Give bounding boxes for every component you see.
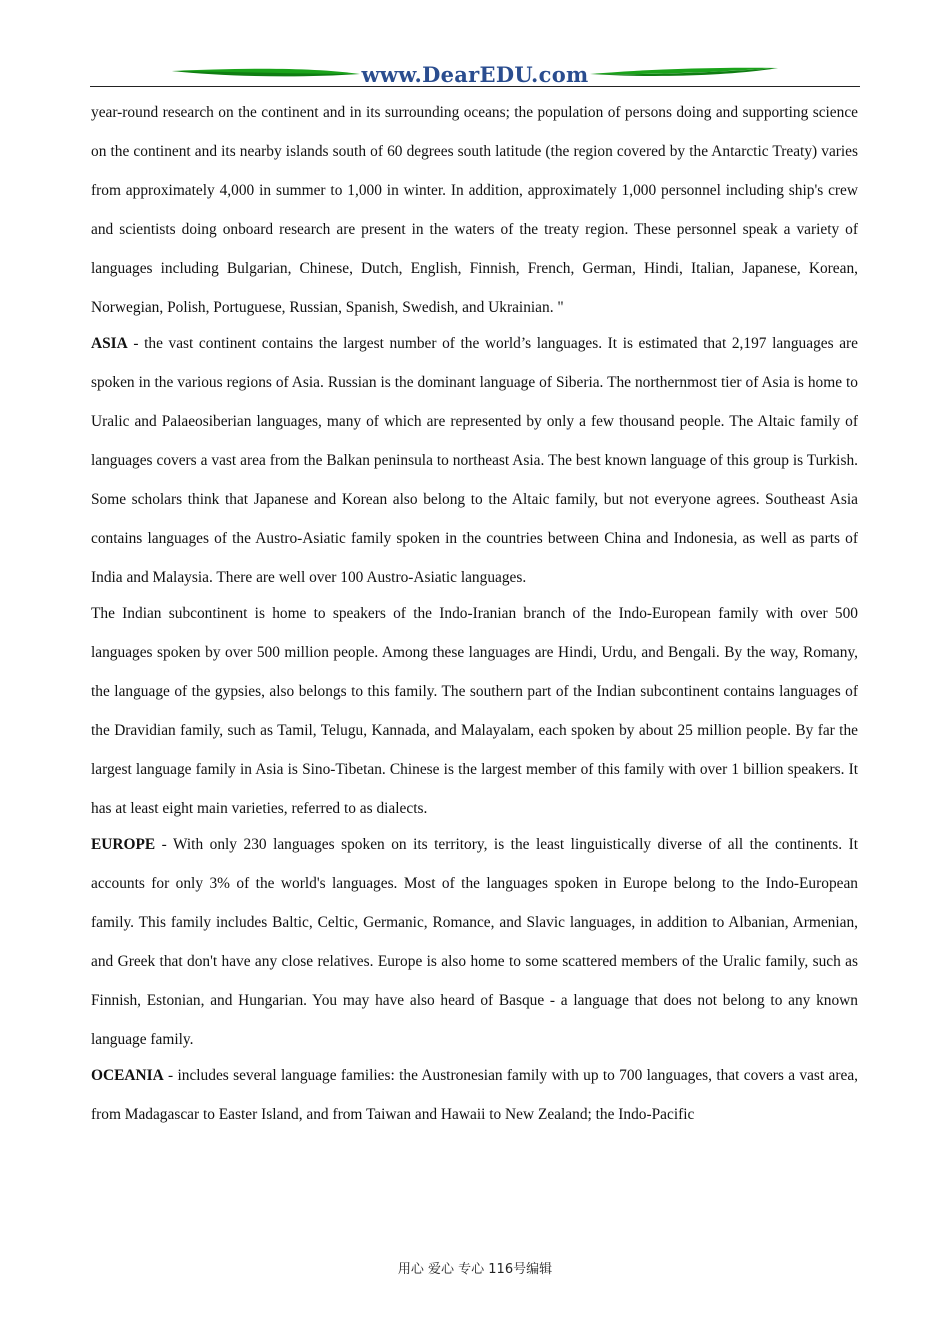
paragraph-oceania	[91, 1056, 858, 1134]
paragraph-text: - the vast continent contains the largest number of the world’s languages. It is estimated that 2,197 languages are spoken in the various regions of Asia. Russian is the dominant language of Siberia. The northernmost tier of Asia is home to Uralic and Palaeosiberian languages, many of which are represented by only a few thousand people. The Altaic family of languages covers a vast area from the Balkan peninsula to northeast Asia. The best known language of this group is Turkish. Some scholars think that Japanese and Korean also belong to the Altaic family, but not everyone agrees. Southeast Asia contains languages of the Austro-Asiatic family spoken in the countries between China and Indonesia, as well as parts of India and Malaysia. There are well over 100 Austro-Asiatic languages.	[91, 335, 858, 586]
paragraph-text: year-round research on the continent and in its surrounding oceans; the population of persons doing and supporting science on the continent and its nearby islands south of 60 degrees south latitude (the region covered by the Antarctic Treaty) varies from approximately 4,000 in summer to 1,000 in winter. In addition, approximately 1,000 personnel including ship's crew and scientists doing onboard research are present in the waters of the treaty region. These personnel speak a variety of languages including Bulgarian, Chinese, Dutch, English, Finnish, French, German, Hindi, Italian, Japanese, Korean, Norwegian, Polish, Portuguese, Russian, Spanish, Swedish, and Ukrainian. "	[91, 104, 858, 316]
section-heading-oceania: OCEANIA	[91, 1067, 164, 1084]
page-header	[90, 62, 860, 90]
paragraph-europe	[91, 825, 858, 1059]
paragraph-indian-subcontinent	[91, 594, 858, 828]
page-footer: 用心 爱心 专心 116号编辑	[397, 1262, 553, 1277]
document-body	[91, 93, 858, 1134]
paragraph-text: The Indian subcontinent is home to speakers of the Indo-Iranian branch of the Indo-European family with over 500 languages spoken by over 500 million people. Among these languages are Hindi, Urdu, and Bengali. By the way, Romany, the language of the gypsies, also belongs to this family. The southern part of the Indian subcontinent contains languages of the Dravidian family, such as Tamil, Telugu, Kannada, and Malayalam, each spoken by about 25 million people. By far the largest language family in Asia is Sino-Tibetan. Chinese is the largest member of this family with over 1 billion speakers. It has at least eight main varieties, referred to as dialects.	[91, 605, 858, 817]
section-heading-asia: ASIA	[91, 335, 128, 352]
site-logo-text: www.DearEDU.com	[361, 62, 589, 87]
paragraph-text: - includes several language families: the Austronesian family with up to 700 languages, that covers a vast area, from Madagascar to Easter Island, and from Taiwan and Hawaii to New Zealand; the Indo-Pacific	[91, 1067, 858, 1123]
paragraph-antarctica	[91, 93, 858, 327]
paragraph-asia	[91, 324, 858, 597]
section-heading-europe: EUROPE	[91, 836, 156, 853]
paragraph-text: - With only 230 languages spoken on its territory, is the least linguistically diverse of all the continents. It accounts for only 3% of the world's languages. Most of the languages spoken in Europe belong to the Indo-European family. This family includes Baltic, Celtic, Germanic, Romance, and Slavic languages, in addition to Albanian, Armenian, and Greek that don't have any close relatives. Europe is also home to some scattered members of the Uralic family, such as Finnish, Estonian, and Hungarian. You may have also heard of Basque - a language that does not belong to any known language family.	[91, 836, 858, 1048]
header-rule	[90, 86, 860, 87]
